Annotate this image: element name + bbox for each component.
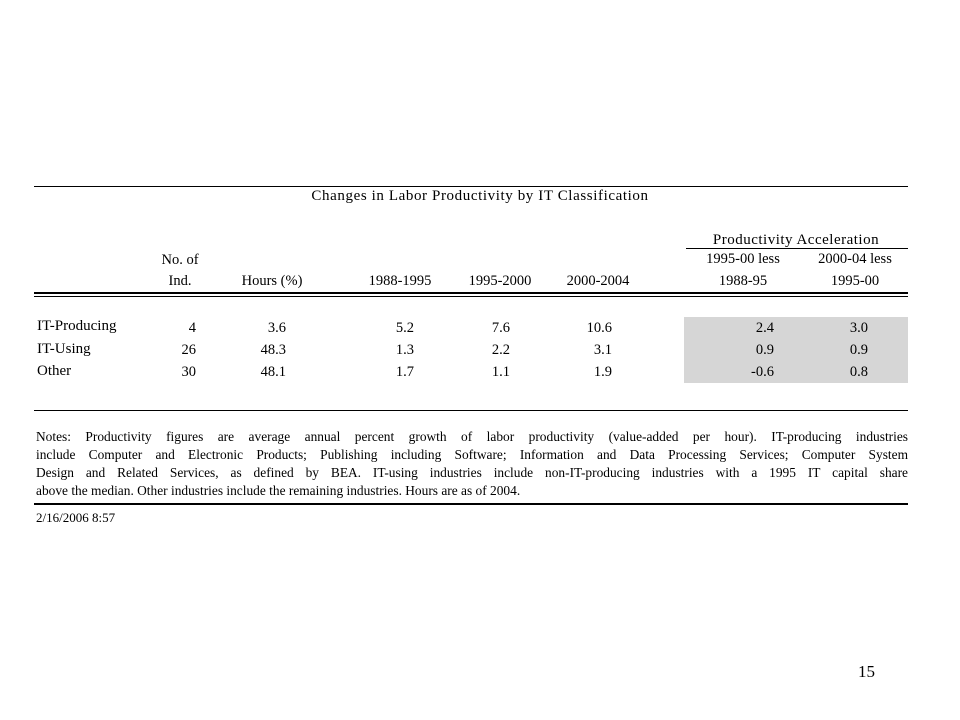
- cell-acc1: 2.4: [755, 320, 774, 336]
- col-header-num-ind-line1: No. of: [161, 252, 199, 268]
- cell-hours: 48.1: [260, 364, 286, 380]
- cell-acc2: 0.8: [849, 364, 868, 380]
- group-header-productivity-acceleration: Productivity Acceleration: [712, 232, 880, 248]
- col-header-1988-1995: 1988-1995: [368, 273, 432, 289]
- cell-2000-2004: 1.9: [593, 364, 612, 380]
- group-header-underline: [686, 248, 908, 249]
- col-header-acc1-line1: 1995-00 less: [706, 251, 780, 267]
- cell-1995-2000: 2.2: [491, 342, 510, 358]
- cell-1995-2000: 1.1: [491, 364, 510, 380]
- cell-2000-2004: 3.1: [593, 342, 612, 358]
- cell-acc2: 0.9: [849, 342, 868, 358]
- cell-acc1: 0.9: [755, 342, 774, 358]
- row-label-it-using: IT-Using: [37, 341, 91, 357]
- col-header-acc2-line1: 2000-04 less: [818, 251, 892, 267]
- header-double-rule-top: [34, 292, 908, 294]
- cell-2000-2004: 10.6: [586, 320, 612, 336]
- cell-1988-1995: 1.7: [395, 364, 414, 380]
- row-label-it-producing: IT-Producing: [37, 318, 117, 334]
- col-header-1995-2000: 1995-2000: [468, 273, 532, 289]
- cell-num-ind: 26: [181, 342, 196, 358]
- cell-1995-2000: 7.6: [491, 320, 510, 336]
- timestamp: 2/16/2006 8:57: [36, 510, 116, 525]
- notes-line: above the median. Other industries include the remaining industries. Hours are as of 2004.: [36, 483, 521, 498]
- notes-line: Design and Related Services, as defined by BEA. IT-using industries include non-IT-producing industries with a 1995 IT capital share: [36, 465, 908, 480]
- cell-1988-1995: 5.2: [395, 320, 414, 336]
- col-header-acc1-line2: 1988-95: [718, 273, 768, 289]
- cell-num-ind: 4: [188, 320, 196, 336]
- table-top-rule: [34, 186, 908, 187]
- cell-hours: 48.3: [260, 342, 286, 358]
- notes-line: include Computer and Electronic Products; Publishing including Software; Information and Data Processing Services; Computer System: [36, 447, 908, 462]
- col-header-hours: Hours (%): [241, 273, 303, 289]
- cell-hours: 3.6: [267, 320, 286, 336]
- cell-acc2: 3.0: [849, 320, 868, 336]
- table-notes: [36, 428, 908, 500]
- notes-line: Notes: Productivity figures are average annual percent growth of labor productivity (value-added per hour). IT-producing industries: [36, 429, 908, 444]
- notes-bottom-rule: [34, 503, 908, 505]
- page-number: 15: [858, 662, 875, 681]
- row-label-other: Other: [37, 363, 72, 379]
- col-header-2000-2004: 2000-2004: [566, 273, 630, 289]
- header-double-rule-bottom: [34, 296, 908, 297]
- col-header-acc2-line2: 1995-00: [830, 273, 880, 289]
- cell-num-ind: 30: [181, 364, 196, 380]
- notes-top-rule: [34, 410, 908, 411]
- cell-1988-1995: 1.3: [395, 342, 414, 358]
- table-title: Changes in Labor Productivity by IT Classification: [311, 188, 649, 204]
- col-header-num-ind-line2: Ind.: [168, 273, 192, 289]
- cell-acc1: -0.6: [751, 364, 774, 380]
